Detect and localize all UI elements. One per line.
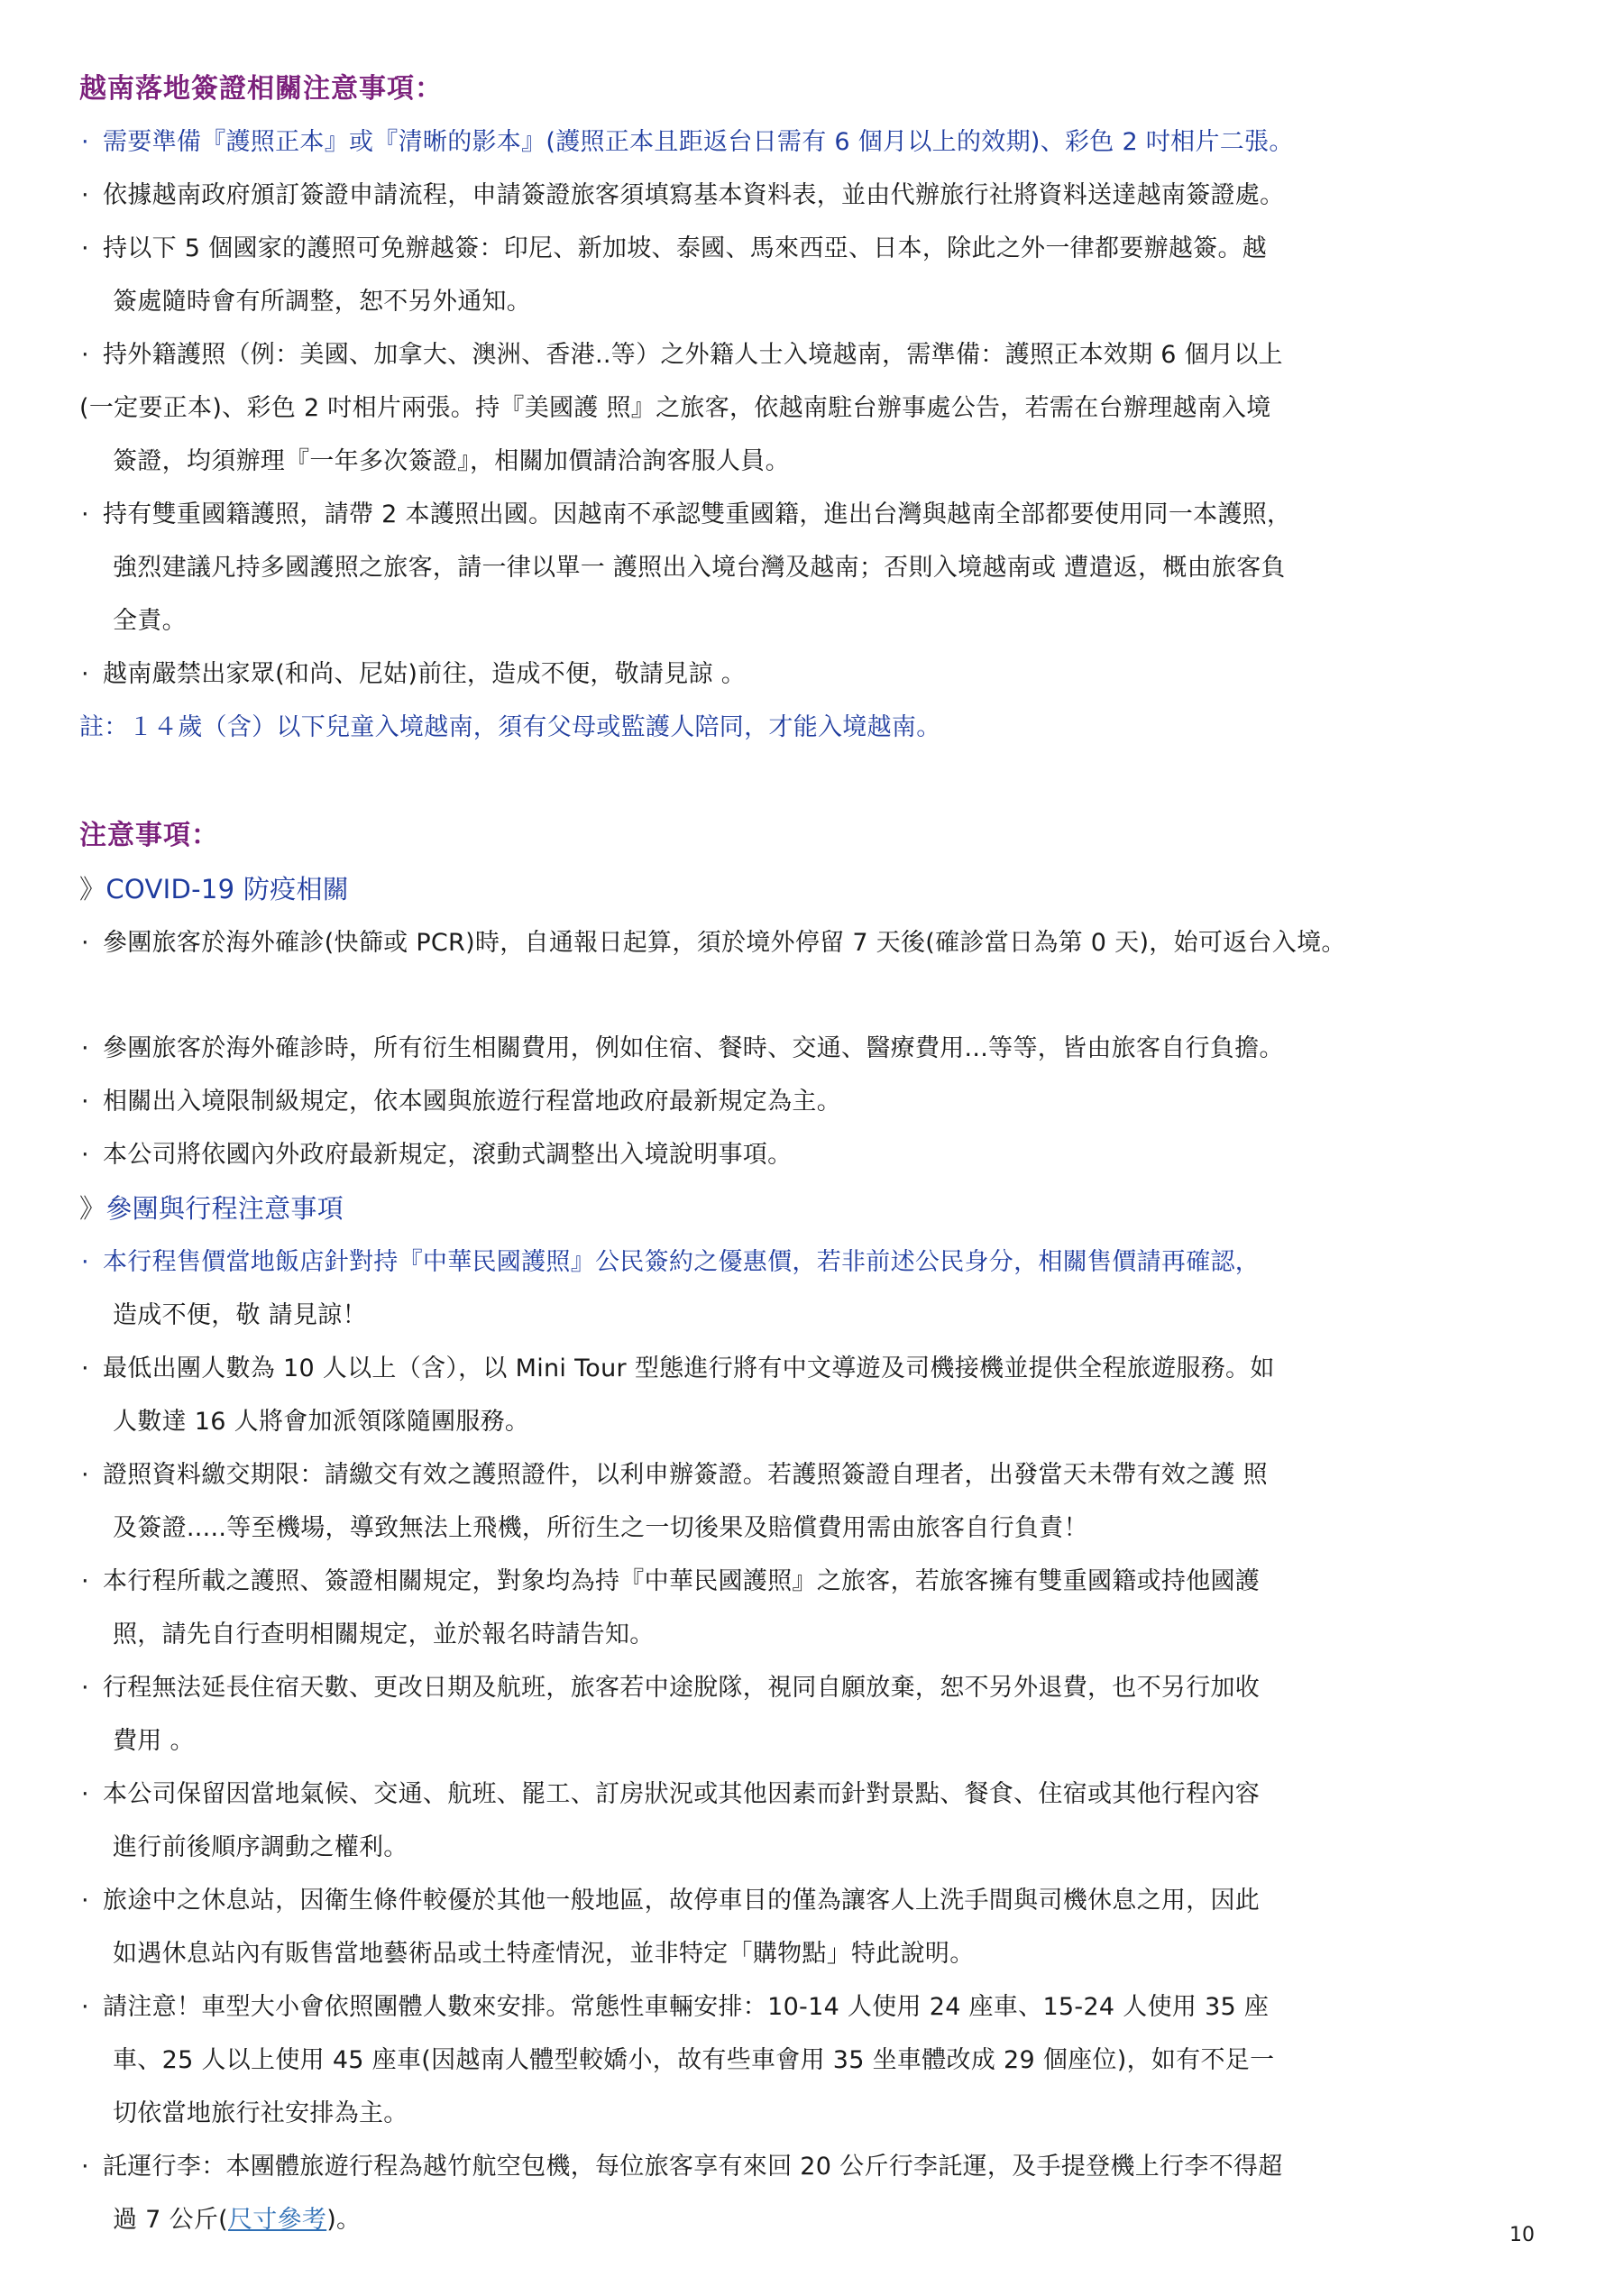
tour-item-2: · 最低出團人數為 10 人以上（含），以 Mini Tour 型態進行將有中文導遊及司機接機並提供全程旅遊服務。如	[81, 1355, 1275, 1382]
tour-item-5: · 行程無法延長住宿天數、更改日期及航班，旅客若中途脫隊，視同自願放棄，恕不另外退費，也不另行加收	[81, 1674, 1261, 1702]
covid-item-2: · 參團旅客於海外確診時，所有衍生相關費用，例如住宿、餐時、交通、醫療費用...等等，皆由旅客自行負擔。	[81, 1034, 1284, 1062]
tour-item-9-cont: 過 7 公斤(尺寸參考)。	[113, 2206, 362, 2234]
tour-item-9: · 託運行李：本團體旅遊行程為越竹航空包機，每位旅客享有來回 20 公斤行李託運，及手提登機上行李不得超	[81, 2153, 1283, 2181]
visa-item-4-cont-2: 簽證，均須辦理『一年多次簽證』，相關加價請洽詢客服人員。	[113, 447, 790, 475]
tour-subheading: 》參團與行程注意事項	[79, 1193, 344, 1224]
visa-item-4: · 持外籍護照（例：美國、加拿大、澳洲、香港..等）之外籍人士入境越南，需準備：護照正本效期 6 個月以上	[81, 341, 1283, 369]
tour-item-3-cont: 及簽證.....等至機場，導致無法上飛機，所衍生之一切後果及賠償費用需由旅客自行負責！	[113, 1514, 1088, 1542]
visa-item-5: · 持有雙重國籍護照，請帶 2 本護照出國。因越南不承認雙重國籍，進出台灣與越南全部都要使用同一本護照，	[81, 501, 1292, 528]
page-number: 10	[1509, 2224, 1535, 2246]
luggage-size-link[interactable]: 尺寸參考	[227, 2206, 327, 2234]
visa-item-5-cont-1: 強烈建議凡持多國護照之旅客，請一律以單一 護照出入境台灣及越南；否則入境越南或 遭遣返，概由旅客負	[113, 554, 1286, 582]
visa-item-2: · 依據越南政府頒訂簽證申請流程，申請簽證旅客須填寫基本資料表，並由代辦旅行社將資料送達越南簽證處。	[81, 181, 1285, 209]
child-entry-note: 註：１４歲（含）以下兒童入境越南，須有父母或監護人陪同，才能入境越南。	[79, 713, 941, 741]
visa-item-6: · 越南嚴禁出家眾(和尚、尼姑)前往，造成不便，敬請見諒 。	[81, 660, 747, 688]
tour-item-1: · 本行程售價當地飯店針對持『中華民國護照』公民簽約之優惠價，若非前述公民身分，相關售價請再確認，	[81, 1248, 1261, 1276]
tour-item-7-cont: 如遇休息站內有販售當地藝術品或土特產情況，並非特定「購物點」特此說明。	[113, 1940, 975, 1968]
covid-item-1: · 參團旅客於海外確診(快篩或 PCR)時，自通報日起算，須於境外停留 7 天後(確診當日為第 0 天)，始可返台入境。	[81, 929, 1346, 957]
visa-heading: 越南落地簽證相關注意事項：	[79, 73, 443, 105]
visa-item-3-cont: 簽處隨時會有所調整，恕不另外通知。	[113, 288, 532, 316]
tour-item-8-cont-2: 切依當地旅行社安排為主。	[113, 2099, 408, 2127]
tour-item-8: · 請注意！車型大小會依照團體人數來安排。常態性車輛安排：10-14 人使用 24 座車、15-24 人使用 35 座	[81, 1993, 1270, 2021]
covid-item-4: · 本公司將依國內外政府最新規定，滾動式調整出入境說明事項。	[81, 1141, 793, 1169]
tour-item-3: · 證照資料繳交期限：請繳交有效之護照證件，以利申辦簽證。若護照簽證自理者，出發當天未帶有效之護 照	[81, 1461, 1268, 1489]
covid-subheading: 》COVID-19 防疫相關	[79, 874, 350, 905]
tour-item-6-cont: 進行前後順序調動之權利。	[113, 1833, 408, 1861]
covid-item-3: · 相關出入境限制級規定，依本國與旅遊行程當地政府最新規定為主。	[81, 1088, 841, 1116]
notice-heading: 注意事項：	[79, 820, 219, 851]
tour-item-5-cont: 費用 。	[113, 1727, 195, 1755]
tour-item-6: · 本公司保留因當地氣候、交通、航班、罷工、訂房狀況或其他因素而針對景點、餐食、住宿或其他行程內容	[81, 1780, 1261, 1808]
visa-item-1: · 需要準備『護照正本』或『清晰的影本』(護照正本且距返台日需有 6 個月以上的效期)、彩色 2 吋相片二張。	[81, 128, 1294, 156]
tour-item-1-cont: 造成不便，敬 請見諒！	[113, 1301, 367, 1329]
document-page	[79, 63, 1558, 2246]
tour-item-8-cont-1: 車、25 人以上使用 45 座車(因越南人體型較嬌小，故有些車會用 35 坐車體改成 29 個座位)，如有不足一	[113, 2046, 1275, 2074]
visa-item-4-cont-1: (一定要正本)、彩色 2 吋相片兩張。持『美國護 照』之旅客，依越南駐台辦事處公告，若需在台辦理越南入境	[79, 394, 1271, 422]
visa-item-3: · 持以下 5 個國家的護照可免辦越簽：印尼、新加坡、泰國、馬來西亞、日本，除此之外一律都要辦越簽。越	[81, 234, 1268, 262]
tour-item-7: · 旅途中之休息站，因衛生條件較優於其他一般地區，故停車目的僅為讓客人上洗手間與司機休息之用，因此	[81, 1887, 1261, 1915]
tour-item-2-cont: 人數達 16 人將會加派領隊隨團服務。	[113, 1408, 530, 1436]
tour-item-4-cont: 照，請先自行查明相關規定，並於報名時請告知。	[113, 1621, 655, 1649]
tour-item-4: · 本行程所載之護照、簽證相關規定，對象均為持『中華民國護照』之旅客，若旅客擁有雙重國籍或持他國護	[81, 1567, 1261, 1595]
visa-item-5-cont-2: 全責。	[113, 607, 187, 635]
